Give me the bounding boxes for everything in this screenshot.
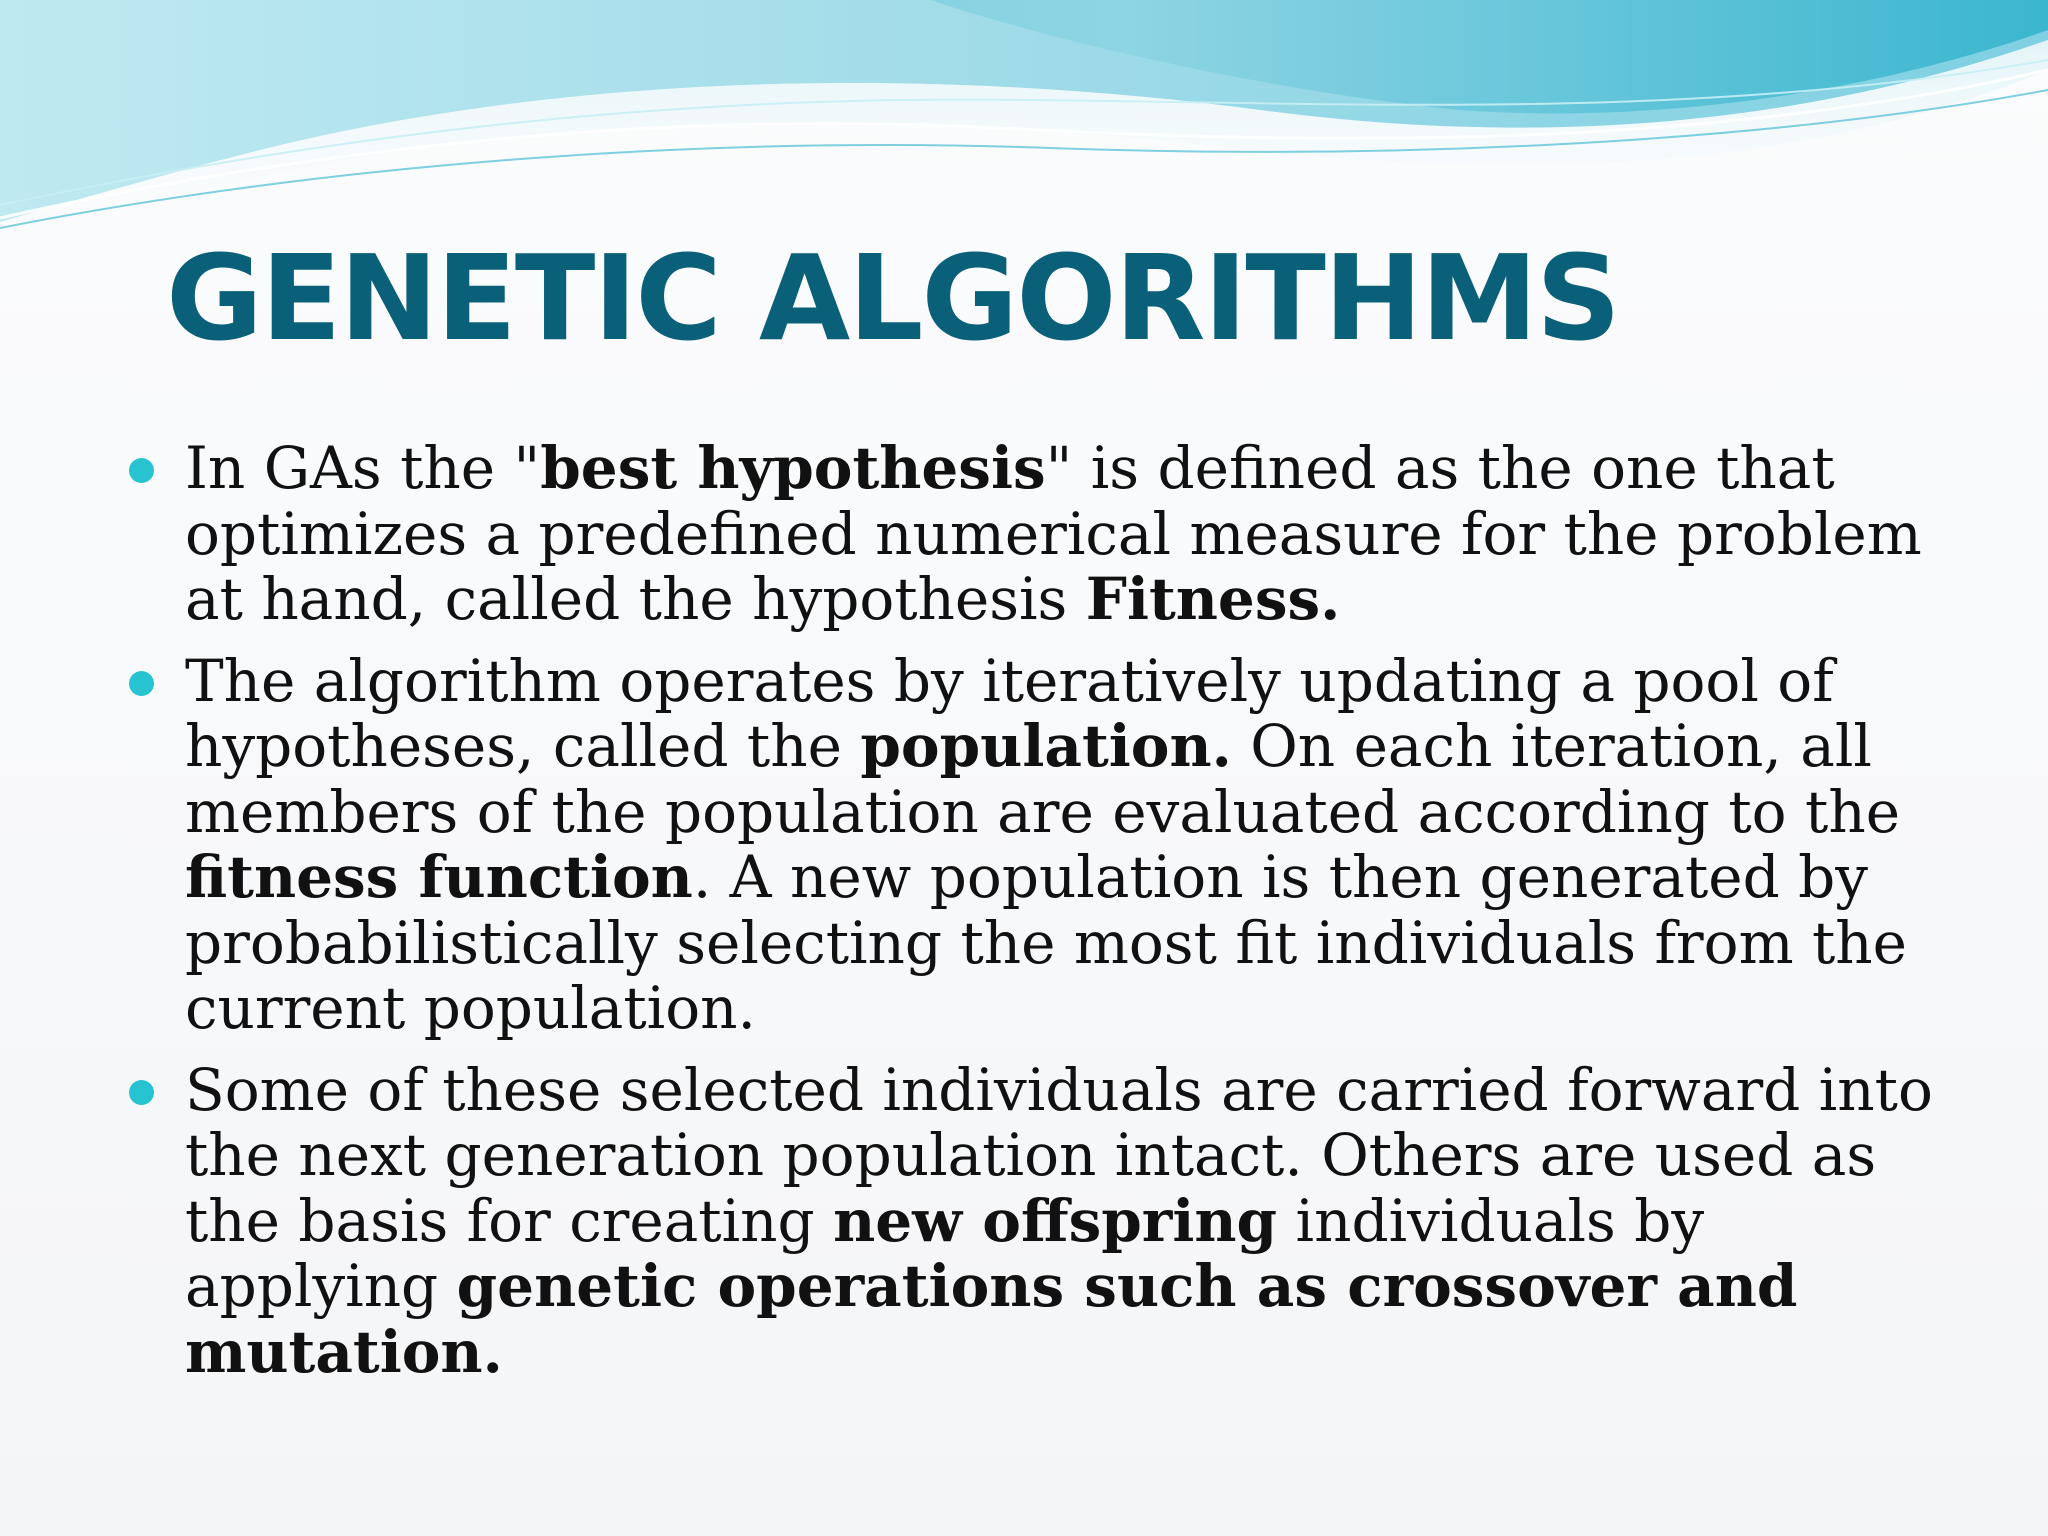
bullet-item <box>0 646 1965 1042</box>
bullet-text: The algorithm operates by iteratively updating a pool of hypotheses, called the <box>185 646 1834 780</box>
bullet-bold-text: best hypothesis <box>540 434 1046 502</box>
bullet-bold-text: population. <box>860 712 1232 780</box>
bullet-text: In GAs the " <box>185 434 541 502</box>
bullet-dot-icon <box>129 1080 154 1105</box>
bullet-bold-text: fitness function <box>185 843 693 911</box>
bullet-text: individuals by applying <box>185 1186 1705 1320</box>
bullet-text: . A new population is then generated by probabilistically selecting the most fit individuals from the current population. <box>185 843 1907 1042</box>
bullet-dot-icon <box>129 671 154 696</box>
bullet-item <box>0 436 1965 633</box>
top-wave-decoration <box>0 0 2048 260</box>
bullet-dot-icon <box>129 458 154 483</box>
bullet-bold-text: Fitness. <box>1085 565 1341 633</box>
slide-title: GENETIC ALGORITHMS <box>166 229 1620 367</box>
bullet-bold-text: genetic operations such as crossover and mutation. <box>185 1252 1798 1386</box>
bullet-list <box>0 436 2048 1401</box>
bullet-bold-text: new offspring <box>833 1186 1278 1255</box>
bullet-text: On each iteration, all members of the population are evaluated according to the <box>185 712 1901 846</box>
bullet-text: " is defined as the one that optimizes a predefined numerical measure for the problem at hand, called the hypothesis <box>185 434 1922 633</box>
bullet-item <box>0 1055 1965 1386</box>
bullet-text: Some of these selected individuals are carried forward into the next generation population intact. Others are used as the basis for creating <box>185 1055 1933 1255</box>
